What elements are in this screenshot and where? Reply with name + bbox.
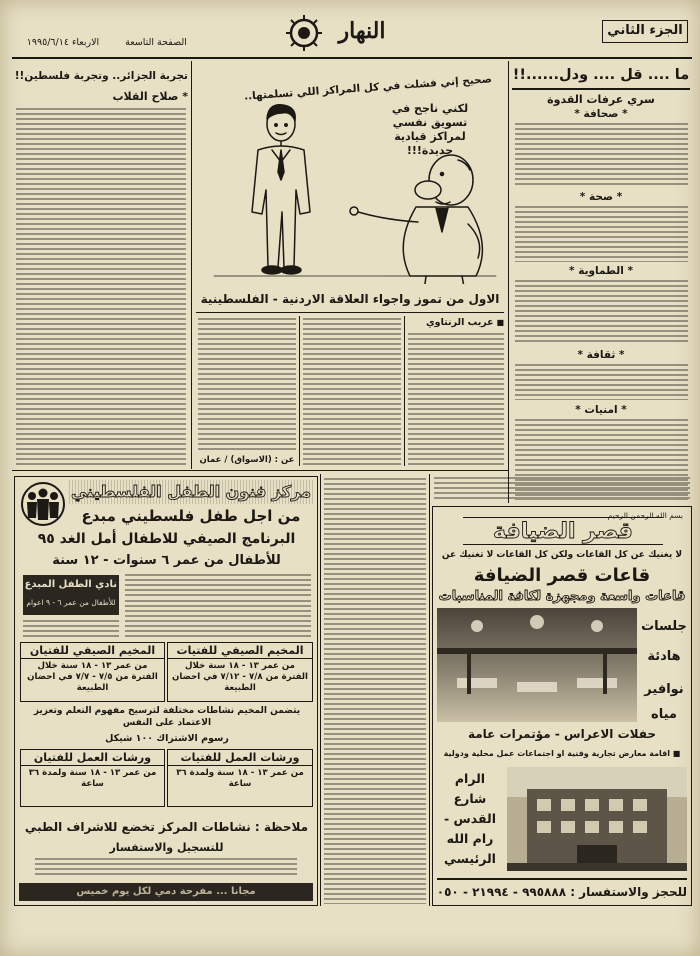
- workshop-details: من عمر ١٣ - ١٨ سنة ولمدة ٣٦ ساعة: [28, 768, 157, 789]
- section-heading: * امنيات *: [512, 404, 690, 417]
- body-text-block: [23, 620, 119, 638]
- medical-supervision-note: ملاحظة : نشاطات المركز تخضع للاشراف الطبي: [24, 820, 309, 834]
- camp-box-girls: [167, 642, 313, 702]
- basmala: بسم الله الرحمن الرحيم: [607, 511, 683, 520]
- cartoon-caption-line: لمراكز قيادية: [394, 130, 466, 143]
- masthead-emblem-icon: [284, 13, 324, 53]
- left-column-title: تجربة الجزائر.. وتجربة فلسطين!!: [14, 70, 188, 82]
- body-text-block: [434, 477, 690, 501]
- cartoon-caption-line: لكني ناجح في: [391, 102, 469, 115]
- registration-title: للتسجيل والاستفسار: [109, 841, 224, 854]
- column-divider: [191, 61, 192, 469]
- cartoon-caption-line: جديدة!!!: [406, 144, 454, 157]
- summer-program-title: البرنامج الصيفي للاطفال أمل الغد ٩٥: [37, 531, 296, 547]
- hall-building-photo: [507, 767, 687, 871]
- cartoon-caption-line: تسويق نفسي: [392, 116, 468, 129]
- body-text-block: [515, 206, 688, 262]
- hall-feature: هادئة: [647, 649, 681, 664]
- section-label: الجزء الثاني: [602, 20, 688, 43]
- hall-name: قصر الضيافة: [463, 517, 663, 545]
- masthead: [282, 8, 402, 56]
- section-heading: * صحافة *: [512, 108, 690, 121]
- section-divider: [12, 470, 508, 471]
- hall-events: حفلات الاعراس - مؤتمرات عامة: [467, 727, 657, 741]
- hall-address-line: الرئيسي: [444, 851, 496, 866]
- ad-footer-band: مجانا ... مفرحة دمي لكل يوم خميس: [19, 883, 313, 901]
- workshop-box-girls: [167, 749, 313, 807]
- right-column-author: سري عرفات القدوة: [547, 93, 655, 106]
- hall-ad: [432, 506, 692, 906]
- halls-title: قاعات قصر الضيافة: [473, 565, 651, 586]
- body-text-block: [16, 108, 186, 466]
- issue-date: الاربعاء ١٩٩٥/٦/١٤: [26, 37, 100, 48]
- hall-contact: للحجز والاستفسار : ٩٩٥٨٨٨ - ٢١٩٩٤ - ٠٥٠: [437, 878, 687, 902]
- camp-box-boys: [20, 642, 165, 702]
- right-column-title: ما .... قل .... ودل......!!: [512, 67, 690, 83]
- halls-subtitle: قاعات واسعة ومجهزة لكافة المناسبات: [438, 589, 686, 604]
- creative-club-title: نادي الطفل المبدع: [24, 579, 117, 590]
- header-rule: [12, 57, 692, 59]
- hall-feature: مياه: [651, 707, 677, 722]
- body-text-block: [125, 574, 311, 596]
- body-text-block: [515, 280, 688, 345]
- subcolumn-divider: [404, 316, 405, 466]
- creative-club-box: [23, 575, 119, 615]
- hall-feature: نوافير: [644, 682, 684, 697]
- page-label: الصفحة التاسعة: [125, 37, 187, 48]
- workshop-box-boys: [20, 749, 165, 807]
- body-text-block: [35, 858, 297, 878]
- hall-interior-photo: [437, 608, 637, 722]
- child-center-slogan: من اجل طفل فلسطيني مبدع: [81, 507, 301, 525]
- section-heading: * الطماوية *: [512, 265, 690, 278]
- main-article-author: ■ عريب الرنتاوي: [406, 316, 504, 330]
- camp-details: من عمر ١٣ - ١٨ سنة خلال الفترة من ٧/٨ - ٧/١٢ في احضان الطبيعة: [172, 661, 308, 693]
- section-heading: * ثقافة *: [512, 349, 690, 362]
- hall-address-line: القدس -: [444, 811, 496, 826]
- hall-tagline: لا يغنيك عن كل القاعات ولكن كل القاعات لا تغنيك عن: [441, 550, 683, 560]
- headline-rule: [196, 312, 504, 313]
- left-column-author: * صلاح القلاب: [14, 90, 188, 104]
- hall-address-line: الرام: [454, 771, 486, 786]
- workshop-title: ورشات العمل للفتيات: [168, 750, 312, 766]
- body-text-block: [408, 333, 504, 466]
- child-center-ad: [14, 476, 318, 906]
- child-center-logo-icon: [19, 480, 67, 528]
- editorial-cartoon: [196, 62, 504, 284]
- body-text-block: [515, 123, 688, 188]
- body-text-block: [324, 478, 426, 904]
- hall-address-line: رام الله: [446, 831, 494, 846]
- hall-exhibitions: ■ اقامة معارض تجارية وفنية او اجتماعات عمل محلية ودولية: [437, 746, 687, 761]
- hall-address-line: شارع: [453, 791, 487, 806]
- camp-title: المخيم الصيفي للفتيات: [168, 643, 312, 659]
- camp-details: من عمر ١٣ - ١٨ سنة خلال الفترة من ٧/٥ - ٧/٧ في احضان الطبيعة: [27, 661, 158, 693]
- main-article-source: عن : (الاسواق) / عمان: [199, 455, 295, 465]
- title-rule: [512, 88, 690, 90]
- main-article-title: الاول من تموز واجواء العلاقة الاردنية - الفلسطينية: [200, 292, 500, 306]
- camps-fee: رسوم الاشتراك ١٠٠ شيكل: [105, 733, 229, 744]
- subcolumn-divider: [299, 316, 300, 466]
- creative-club-ages: للأطفال من عمر ٦ - ٩ اعوام: [26, 598, 116, 607]
- column-divider: [508, 61, 509, 503]
- workshop-title: ورشات العمل للفتيان: [21, 750, 164, 766]
- workshop-details: من عمر ١٣ - ١٨ سنة ولمدة ٣٦ ساعة: [176, 768, 304, 789]
- column-divider: [429, 474, 430, 906]
- camp-title: المخيم الصيفي للفتيان: [21, 643, 164, 659]
- body-text-block: [303, 318, 401, 466]
- body-text-block: [198, 318, 296, 450]
- column-divider: [320, 474, 321, 906]
- summer-program-ages: للأطفال من عمر ٦ سنوات - ١٢ سنة: [52, 553, 281, 568]
- body-text-block: [515, 364, 688, 400]
- camps-note: يتضمن المخيم نشاطات مختلفة لترسيخ مفهوم التعلم وتعزيز الاعتماد على النفس: [33, 706, 301, 728]
- section-heading: * صحة *: [512, 191, 690, 204]
- hall-feature: جلسات: [641, 619, 687, 634]
- body-text-block: [125, 600, 311, 638]
- cartoon-caption-line: صحيح إني فشلت في كل المراكز اللي تسلمتها..: [243, 73, 493, 103]
- child-center-name: مركز فنون الطفل الفلسطيني: [69, 480, 313, 504]
- masthead-title: النهار: [338, 18, 386, 44]
